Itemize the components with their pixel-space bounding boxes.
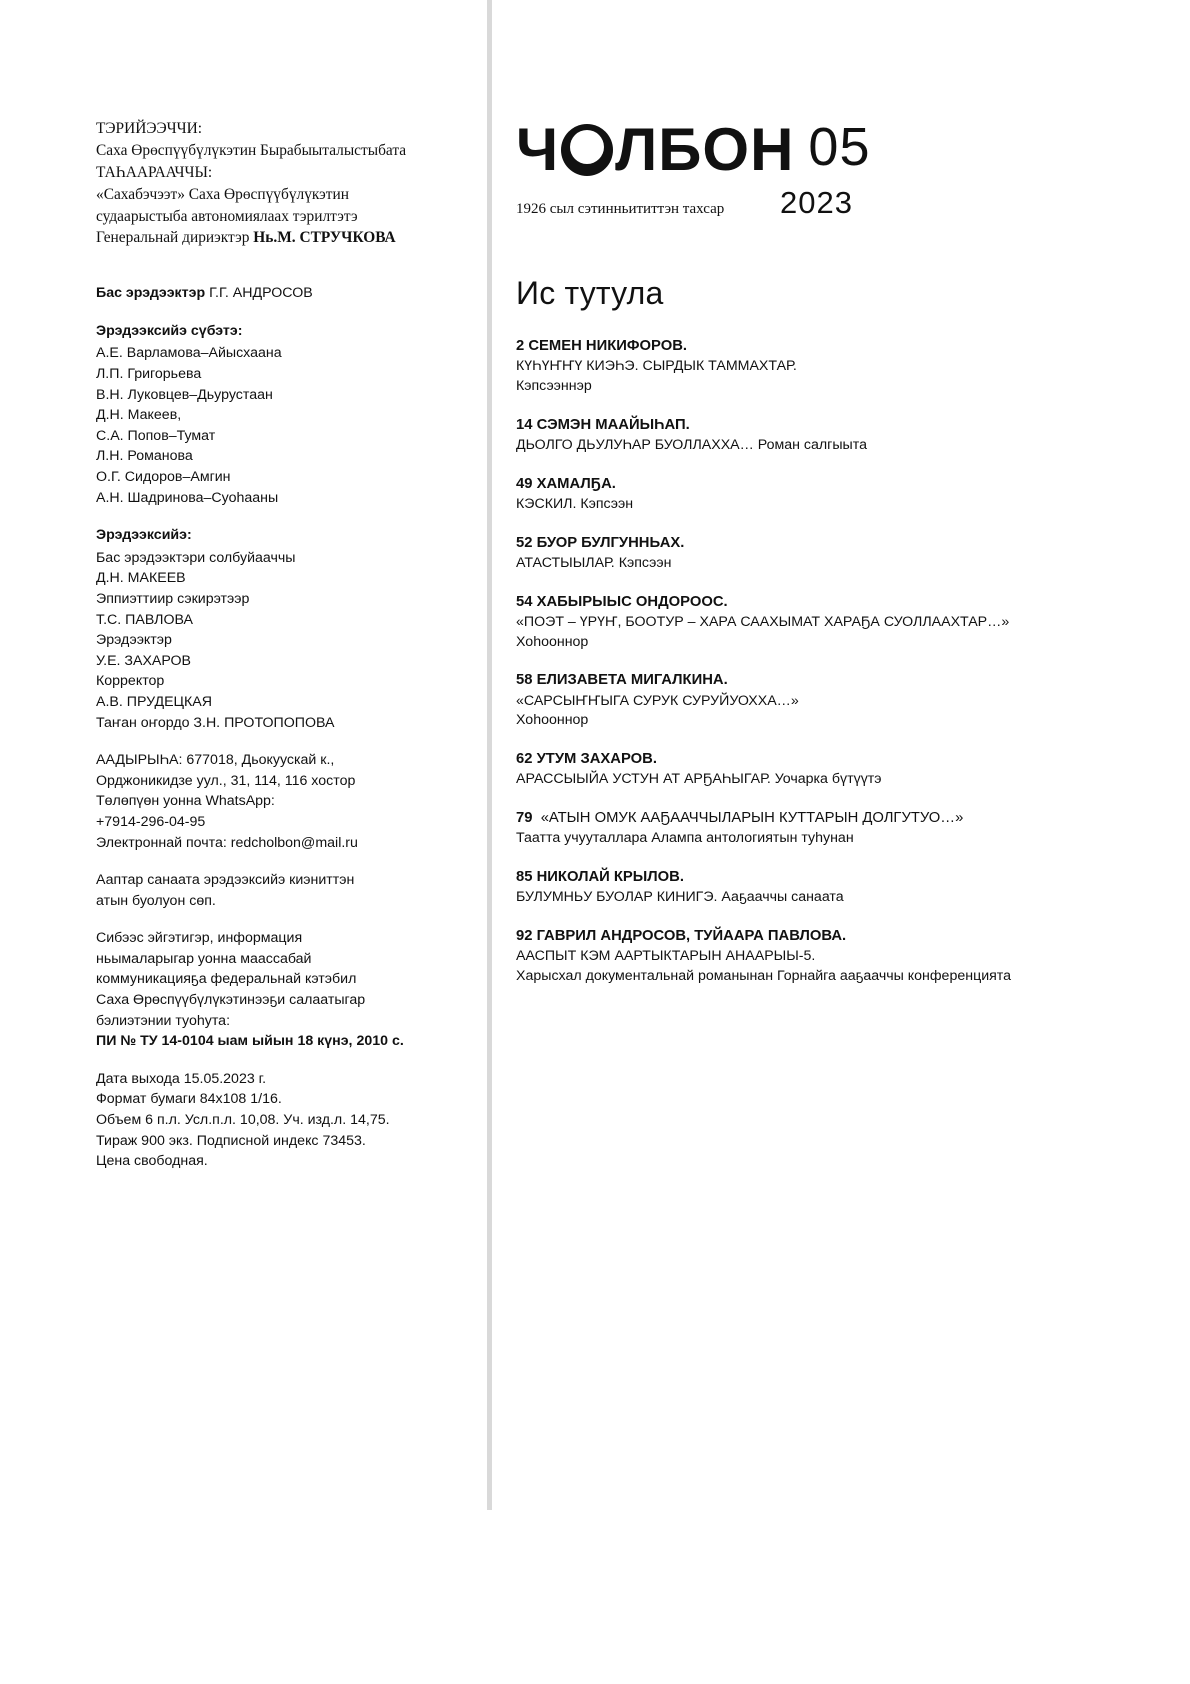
registration-line: Саха Өрөспүүбүлүкэтинээҕи салаатыгар xyxy=(96,992,366,1009)
publisher-line-1: «Сахабэчээт» Саха Өрөспүүбүлүкэтин xyxy=(96,185,349,203)
toc-entry-line: КЭСКИЛ. Кэпсээн xyxy=(516,496,634,512)
toc-page-number: 54 xyxy=(516,593,533,610)
vertical-divider xyxy=(487,0,492,1510)
board-member: О.Г. Сидоров–Амгин xyxy=(96,469,231,485)
print-info-line: Формат бумаги 84х108 1/16. xyxy=(96,1091,282,1108)
founder-label: ТЭРИЙЭЭЧЧИ: xyxy=(96,120,203,137)
toc-page-number: 49 xyxy=(516,475,533,492)
board-member: С.А. Попов–Тумат xyxy=(96,427,216,444)
toc-entry[interactable] xyxy=(516,670,1116,731)
toc-author: НИКОЛАЙ КРЫЛОВ. xyxy=(536,868,684,885)
registration-line: коммуникацияҕа федеральнай кэтэбил xyxy=(96,971,357,988)
publisher-label: ТАҺААРААЧЧЫ: xyxy=(96,163,213,181)
editorial-board-label: Эрэдээксийэ сүбэтэ: xyxy=(96,322,243,339)
print-info-block xyxy=(96,1069,456,1172)
toc-author: ХАМАЛҔА. xyxy=(536,475,616,492)
toc-entry-heading xyxy=(516,336,1116,356)
toc-entry[interactable] xyxy=(516,533,1116,574)
disclaimer-line: Ааптар санаата эрэдээксийэ киэниттэн xyxy=(96,872,355,889)
registration-line: Сибээс эйгэтигэр, информация xyxy=(96,930,303,947)
toc-title-text: «АТЫН ОМУК ААҔААЧЧЫЛАРЫН КУТТАРЫН ДОЛГУТУО…» xyxy=(540,809,964,826)
toc-entry-line: БУЛУМНЬУ БУОЛАР КИНИГЭ. Ааҕааччы санаата xyxy=(516,889,844,906)
toc-author: УТУМ ЗАХАРОВ. xyxy=(536,750,657,767)
toc-entry-line: АРАССЫЫЙА УСТУН АТ АРҔАҺЫГАР. Уочарка бүтүүтэ xyxy=(516,771,882,788)
toc-entry-genre: Хоһооннор xyxy=(516,712,589,729)
registration-line: бэлиэтэнии туоһута: xyxy=(96,1012,231,1029)
director-line xyxy=(96,227,456,249)
staff-line: Бас эрэдээктэри солбуйааччы xyxy=(96,549,296,566)
masthead-sub-row xyxy=(516,187,1116,218)
address-line: ААДЫРЫҺА: 677018, Дьокуускай к., xyxy=(96,752,335,769)
print-info-line: Объем 6 п.л. Усл.п.л. 10,08. Уч. изд.л. 14,75. xyxy=(96,1112,390,1129)
toc-page-number: 62 xyxy=(516,750,533,767)
editorial-staff-label: Эрэдээксийэ: xyxy=(96,527,192,544)
masthead-title-row xyxy=(516,116,1116,183)
staff-line: Эппиэттиир сэкирэтээр xyxy=(96,590,250,607)
logo-text-part2: ЛБОН xyxy=(615,116,795,183)
toc-entry-heading xyxy=(516,749,1116,769)
toc-entry[interactable] xyxy=(516,415,1116,456)
board-member: Д.Н. Макеев, xyxy=(96,407,182,424)
toc-entry-heading xyxy=(516,670,1116,690)
toc-entry-line: КҮҺҮҤҤҮ КИЭҺЭ. СЫРДЫК ТАММАХТАР. xyxy=(516,358,797,375)
toc-page-number: 52 xyxy=(516,534,533,551)
toc-entry[interactable] xyxy=(516,336,1116,397)
circle-o-icon xyxy=(561,124,613,176)
toc-entry[interactable] xyxy=(516,474,1116,515)
toc-entry-line: ДЬОЛГО ДЬУЛУҺАР БУОЛЛАХХА… Роман салгыыта xyxy=(516,437,867,453)
toc-entry-genre: Кэпсээннэр xyxy=(516,378,592,394)
toc-title: Ис тутула xyxy=(516,275,664,311)
print-info-line: Тираж 900 экз. Подписной индекс 73453. xyxy=(96,1132,366,1149)
chief-editor-label: Бас эрэдээктэр xyxy=(96,285,206,302)
toc-author: БУОР БУЛГУННЬАХ. xyxy=(536,534,685,551)
toc-entry[interactable] xyxy=(516,749,1116,790)
registration-line: ньымаларыгар уонна маассабай xyxy=(96,950,312,967)
toc-entry-heading xyxy=(516,592,1116,612)
toc-entry-line: «ПОЭТ – ҮРҮҤ, БООТУР – ХАРА СААХЫМАТ ХАРАҔА СУОЛЛААХТАР…» xyxy=(516,614,1010,630)
toc-entry-line: ААСПЫТ КЭМ ААРТЫКТАРЫН АНААРЫЫ-5. xyxy=(516,948,816,965)
toc-author: СЭМЭН МААЙЫҺАП. xyxy=(536,416,690,433)
toc-entry-genre: Хоһооннор xyxy=(516,633,589,650)
toc-entry[interactable] xyxy=(516,592,1116,653)
address-line: Төлөпүөн уонна WhatsApp: xyxy=(96,793,275,810)
toc-author: СЕМЕН НИКИФОРОВ. xyxy=(528,338,688,354)
toc-author: ЕЛИЗАВЕТА МИГАЛКИНА. xyxy=(536,672,728,689)
toc-entry[interactable] xyxy=(516,808,1116,849)
disclaimer-line: атын буолуон сөп. xyxy=(96,892,216,909)
registration-block xyxy=(96,928,456,1052)
director-label: Генеральнай дириэктэр xyxy=(96,229,254,247)
print-info-line: Цена свободная. xyxy=(96,1153,208,1170)
chief-editor-block xyxy=(96,283,456,304)
toc-entry-heading xyxy=(516,926,1116,946)
toc-entry-heading xyxy=(516,533,1116,553)
staff-line: Корректор xyxy=(96,673,165,690)
staff-line: Эрэдээктэр xyxy=(96,632,172,649)
editorial-staff-block xyxy=(96,525,456,733)
board-member: А.Е. Варламова–Айысхаана xyxy=(96,345,282,362)
founder-value: Саха Өрөспүүбүлүкэтин Бырабыыталыстыбата xyxy=(96,141,407,159)
founder-block xyxy=(96,118,456,249)
staff-line: Таҥан оҥордо З.Н. ПРОТОПОПОВА xyxy=(96,714,335,731)
board-member: Л.Н. Романова xyxy=(96,448,193,465)
staff-line: У.Е. ЗАХАРОВ xyxy=(96,652,192,669)
toc-entry-heading xyxy=(516,474,1116,494)
imprint-column xyxy=(96,118,456,1172)
disclaimer-block xyxy=(96,870,456,911)
phone-number[interactable]: +7914-296-04-95 xyxy=(96,813,206,830)
masthead xyxy=(516,116,1116,220)
board-member: А.Н. Шадринова–Суоһааны xyxy=(96,489,279,506)
toc-author: ГАВРИЛ АНДРОСОВ, ТУЙААРА ПАВЛОВА. xyxy=(536,927,847,944)
print-info-line: Дата выхода 15.05.2023 г. xyxy=(96,1070,267,1087)
masthead-tagline: 1926 сыл сэтинньититтэн тахсар xyxy=(516,201,725,217)
director-name: Нь.М. СТРУЧКОВА xyxy=(253,229,396,247)
staff-line: А.В. ПРУДЕЦКАЯ xyxy=(96,693,213,710)
toc-entry-heading xyxy=(516,808,1116,828)
toc-entry-heading xyxy=(516,867,1116,887)
toc-author: ХАБЫРЫЫС ОНДОРООС. xyxy=(536,593,728,610)
registration-number: ПИ № ТУ 14-0104 ыам ыйын 18 күнэ, 2010 с. xyxy=(96,1033,404,1050)
toc-page-number: 85 xyxy=(516,868,533,885)
table-of-contents xyxy=(516,275,1116,1004)
chief-editor-line xyxy=(96,283,456,304)
email-address[interactable]: Электроннай почта: redcholbon@mail.ru xyxy=(96,834,358,851)
toc-page-number: 14 xyxy=(516,416,533,433)
toc-entry-genre: Харысхал документальнай романынан Горнайга ааҕааччы конференцията xyxy=(516,967,1012,984)
issue-number: 05 xyxy=(808,117,871,177)
toc-entry-line: Таатта учууталлара Алампа антологиятын туһунан xyxy=(516,830,854,847)
toc-page-number: 92 xyxy=(516,927,533,944)
issue-year: 2023 xyxy=(780,185,853,220)
toc-page-number: 2 xyxy=(516,338,525,354)
board-member: Л.П. Григорьева xyxy=(96,366,202,383)
magazine-logo xyxy=(516,116,795,183)
logo-text-part1: Ч xyxy=(516,116,560,183)
toc-entry[interactable] xyxy=(516,867,1116,908)
staff-line: Д.Н. МАКЕЕВ xyxy=(96,570,186,587)
toc-entry-line: АТАСТЫЫЛАР. Кэпсээн xyxy=(516,555,672,571)
editorial-board-block xyxy=(96,321,456,508)
publisher-line-2: судаарыстыба автономиялаах тэрилтэтэ xyxy=(96,207,358,225)
board-member: В.Н. Луковцев–Дьурустаан xyxy=(96,386,273,403)
address-block xyxy=(96,750,456,853)
staff-line: Т.С. ПАВЛОВА xyxy=(96,611,193,628)
toc-page-number: 79 xyxy=(516,809,533,826)
address-line: Орджоникидзе уул., 31, 114, 116 хостор xyxy=(96,772,356,789)
chief-editor-name: Г.Г. АНДРОСОВ xyxy=(209,285,313,302)
toc-entry-line: «САРСЫҤҤЫГА СУРУК СУРУЙУОХХА…» xyxy=(516,692,799,709)
toc-entry[interactable] xyxy=(516,926,1116,987)
toc-page-number: 58 xyxy=(516,672,533,689)
toc-entry-heading xyxy=(516,415,1116,435)
